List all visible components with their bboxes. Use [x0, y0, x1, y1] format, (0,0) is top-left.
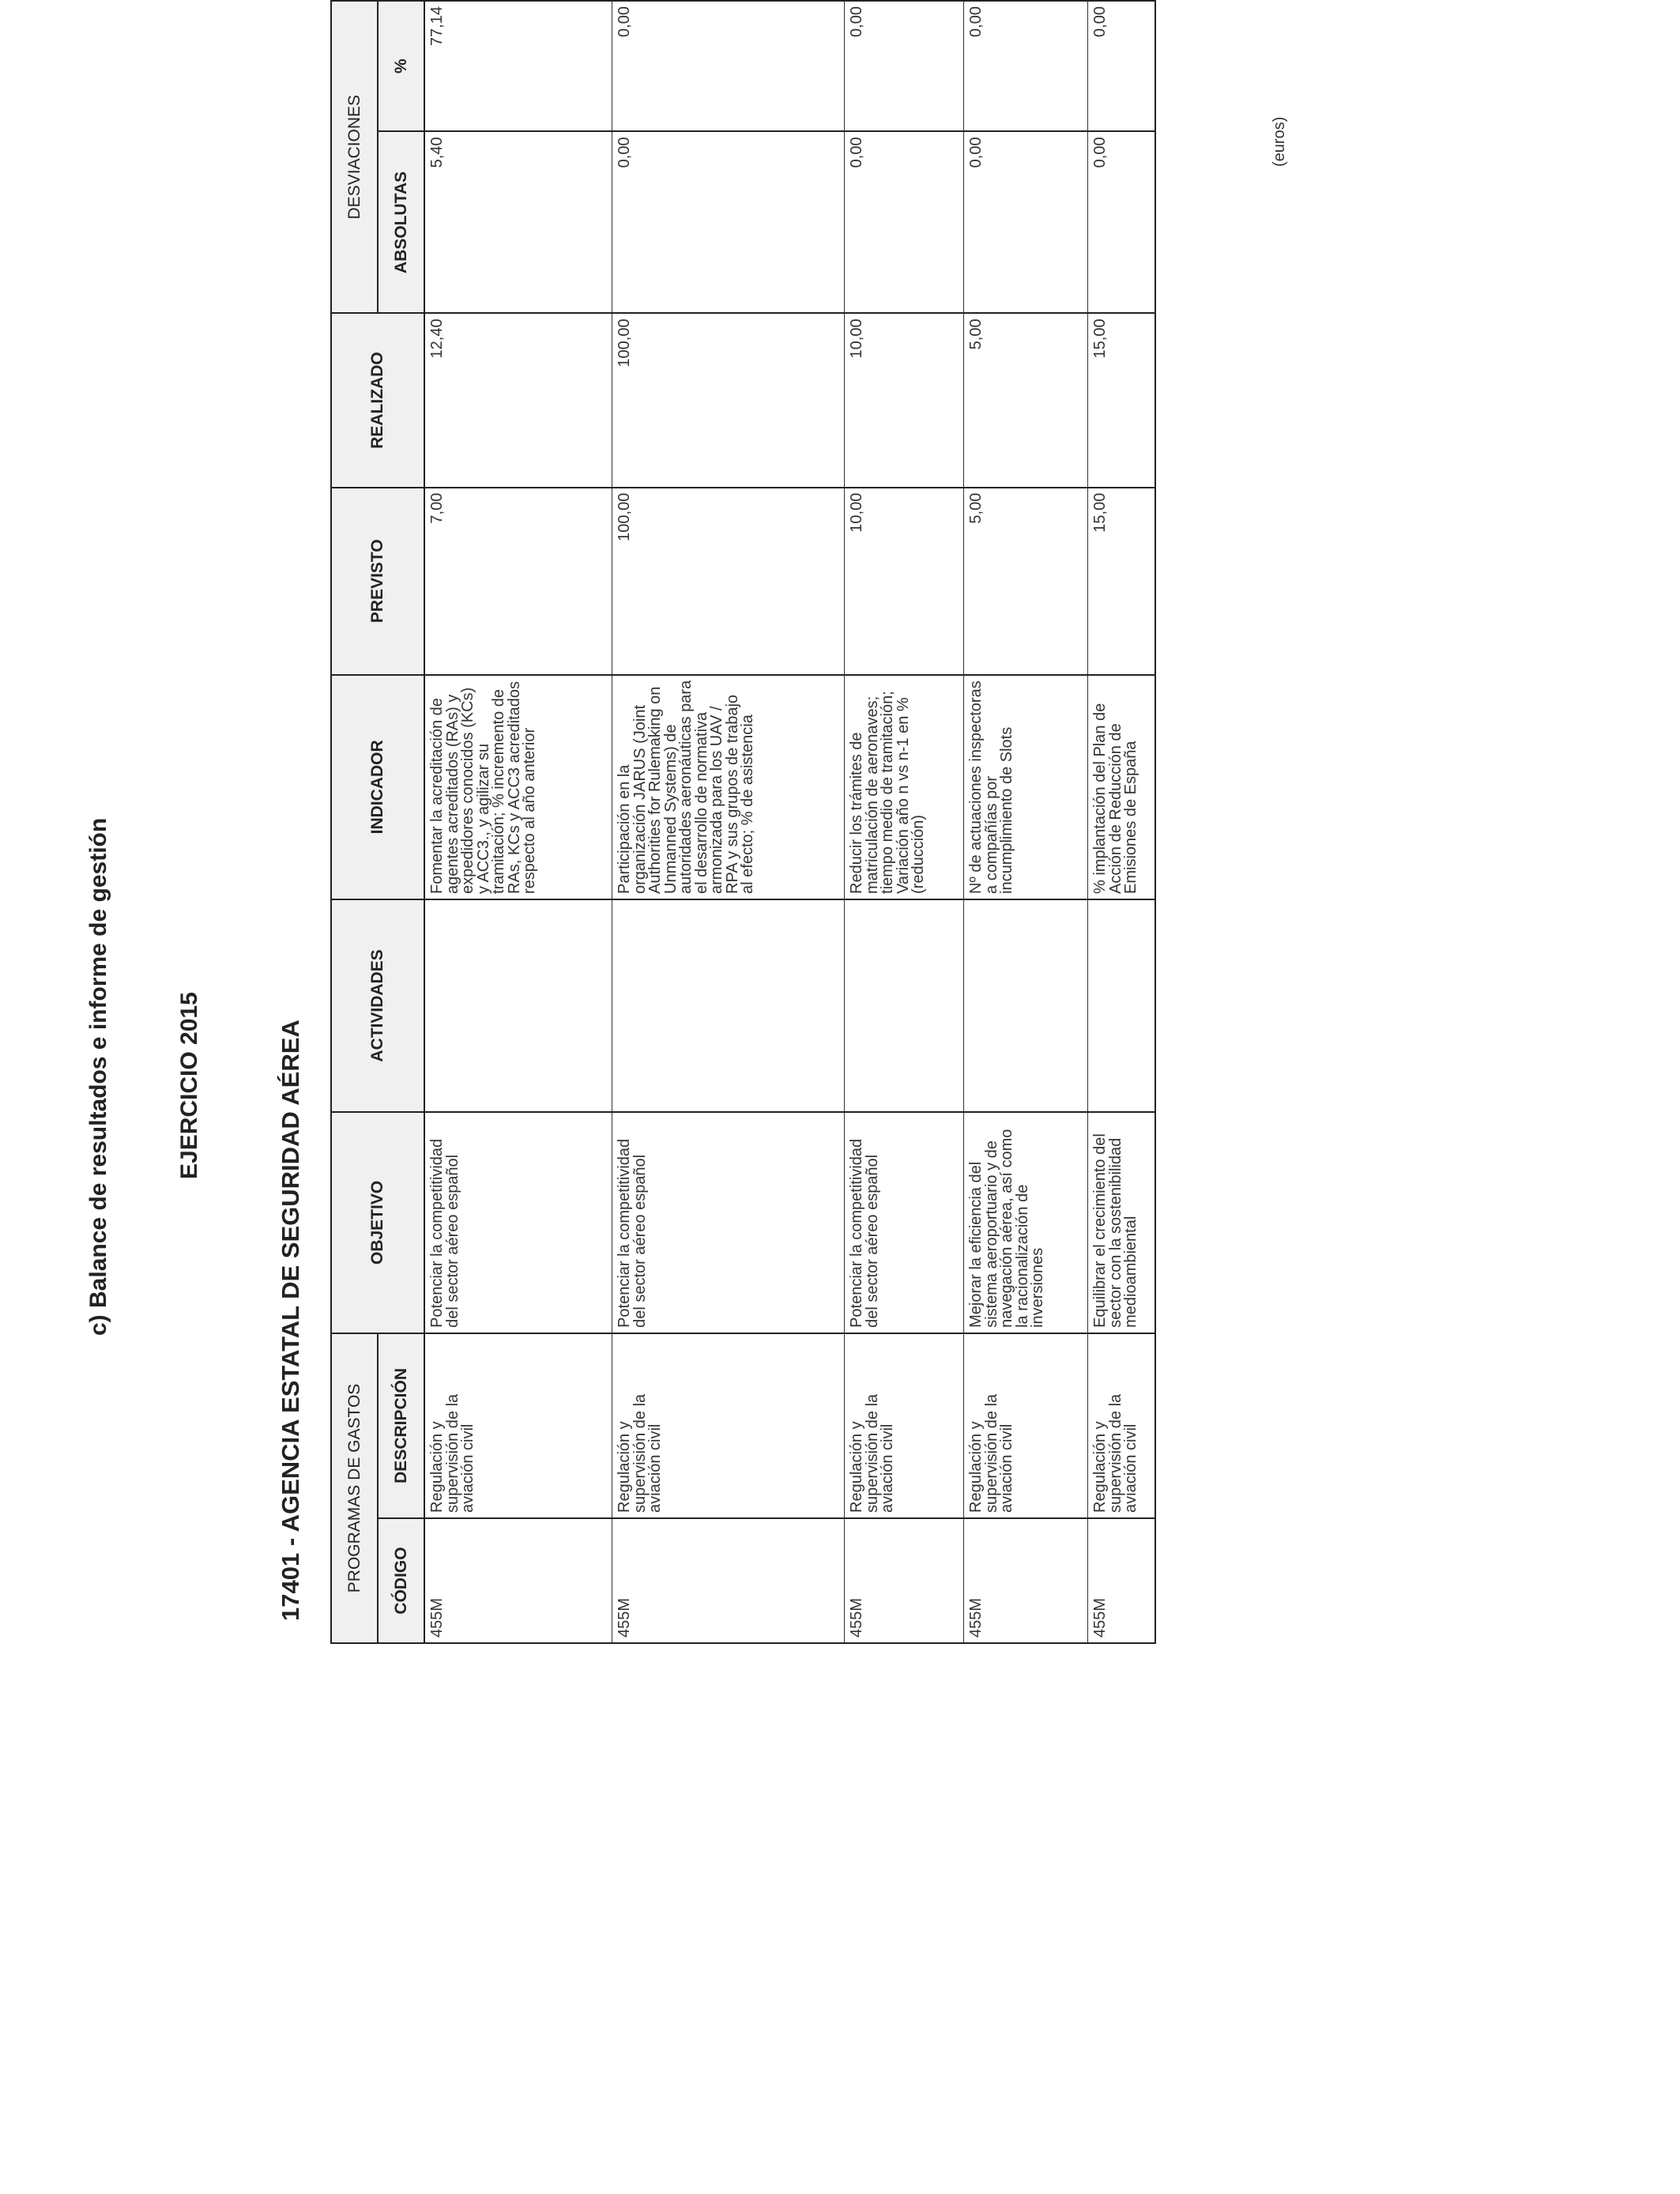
absolute-header: ABSOLUTAS: [378, 131, 424, 313]
planned-header: PREVISTO: [331, 488, 424, 675]
table-row: [612, 1, 845, 1643]
section-title: c) Balance de resultados e informe de gestión: [85, 817, 111, 1336]
activities-header: ACTIVIDADES: [331, 899, 424, 1112]
table-row: [964, 1, 1088, 1643]
achieved-cell: 5,00: [964, 313, 1088, 487]
activities-cell: [964, 899, 1088, 1112]
description-cell: Regulación y supervisión de la aviación civil: [1088, 1333, 1156, 1518]
table-row: [424, 1, 612, 1643]
achieved-cell: 12,40: [424, 313, 612, 487]
table-row: [1088, 1, 1156, 1643]
activities-cell: [1088, 899, 1156, 1112]
indicator-cell: Nº de actuaciones inspectoras a compañías por incumplimiento de Slots: [964, 675, 1088, 899]
indicator-header: INDICADOR: [331, 675, 424, 899]
description-cell: Regulación y supervisión de la aviación civil: [424, 1333, 612, 1518]
objective-cell: Mejorar la eficiencia del sistema aeroportuario y de navegación aérea, así como la racionalización de inversiones: [964, 1112, 1088, 1333]
description-header: DESCRIPCIÓN: [378, 1333, 424, 1518]
planned-cell: 100,00: [612, 488, 845, 675]
exercise-title: EJERCICIO 2015: [176, 992, 202, 1179]
table-row: [845, 1, 964, 1643]
description-cell: Regulación y supervisión de la aviación civil: [612, 1333, 845, 1518]
units-label: (euros): [1271, 116, 1288, 167]
achieved-header: REALIZADO: [331, 313, 424, 487]
description-cell: Regulación y supervisión de la aviación civil: [845, 1333, 964, 1518]
objective-header: OBJETIVO: [331, 1112, 424, 1333]
activities-cell: [424, 899, 612, 1112]
code-cell: 455M: [1088, 1518, 1156, 1643]
achieved-cell: 10,00: [845, 313, 964, 487]
percent-cell: 0,00: [964, 1, 1088, 131]
absolute-cell: 0,00: [1088, 131, 1156, 313]
achieved-cell: 100,00: [612, 313, 845, 487]
planned-cell: 15,00: [1088, 488, 1156, 675]
absolute-cell: 0,00: [964, 131, 1088, 313]
percent-cell: 0,00: [845, 1, 964, 131]
indicator-cell: Reducir los trámites de matriculación de aeronaves; tiempo medio de tramitación; Variación año n vs n-1 en % (reducción): [845, 675, 964, 899]
code-cell: 455M: [424, 1518, 612, 1643]
percent-header: %: [378, 1, 424, 131]
planned-cell: 10,00: [845, 488, 964, 675]
objective-cell: Potenciar la competitividad del sector aéreo español: [612, 1112, 845, 1333]
deviations-group-header: DESVIACIONES: [331, 1, 378, 313]
results-table: [330, 0, 1156, 1644]
achieved-cell: 15,00: [1088, 313, 1156, 487]
programs-group-header: PROGRAMAS DE GASTOS: [331, 1333, 378, 1643]
activities-cell: [612, 899, 845, 1112]
description-cell: Regulación y supervisión de la aviación civil: [964, 1333, 1088, 1518]
code-cell: 455M: [845, 1518, 964, 1643]
absolute-cell: 0,00: [845, 131, 964, 313]
objective-cell: Equilibrar el crecimiento del sector con la sostenibilidad medioambiental: [1088, 1112, 1156, 1333]
planned-cell: 7,00: [424, 488, 612, 675]
code-cell: 455M: [964, 1518, 1088, 1643]
code-header: CÓDIGO: [378, 1518, 424, 1643]
agency-title: 17401 - AGENCIA ESTATAL DE SEGURIDAD AÉREA: [277, 1020, 304, 1621]
percent-cell: 0,00: [1088, 1, 1156, 131]
indicator-cell: % implantación del Plan de Acción de Reducción de Emisiones de España: [1088, 675, 1156, 899]
objective-cell: Potenciar la competitividad del sector aéreo español: [424, 1112, 612, 1333]
percent-cell: 77,14: [424, 1, 612, 131]
absolute-cell: 5,40: [424, 131, 612, 313]
percent-cell: 0,00: [612, 1, 845, 131]
indicator-cell: Fomentar la acreditación de agentes acreditados (RAs) y expedidores conocidos (KCs) y ACC3., y agilizar su tramitación; % incremento de RAs, KCs y ACC3 acreditados respecto al año anterior: [424, 675, 612, 899]
absolute-cell: 0,00: [612, 131, 845, 313]
activities-cell: [845, 899, 964, 1112]
indicator-cell: Participación en la organización JARUS (Joint Authorities for Rulemaking on Unmanned Systems) de autoridades aeronáuticas para el desarrollo de normativa armonizada para los UAV / RPA y sus grupos de trabajo al efecto; % de asistencia: [612, 675, 845, 899]
planned-cell: 5,00: [964, 488, 1088, 675]
code-cell: 455M: [612, 1518, 845, 1643]
objective-cell: Potenciar la competitividad del sector aéreo español: [845, 1112, 964, 1333]
